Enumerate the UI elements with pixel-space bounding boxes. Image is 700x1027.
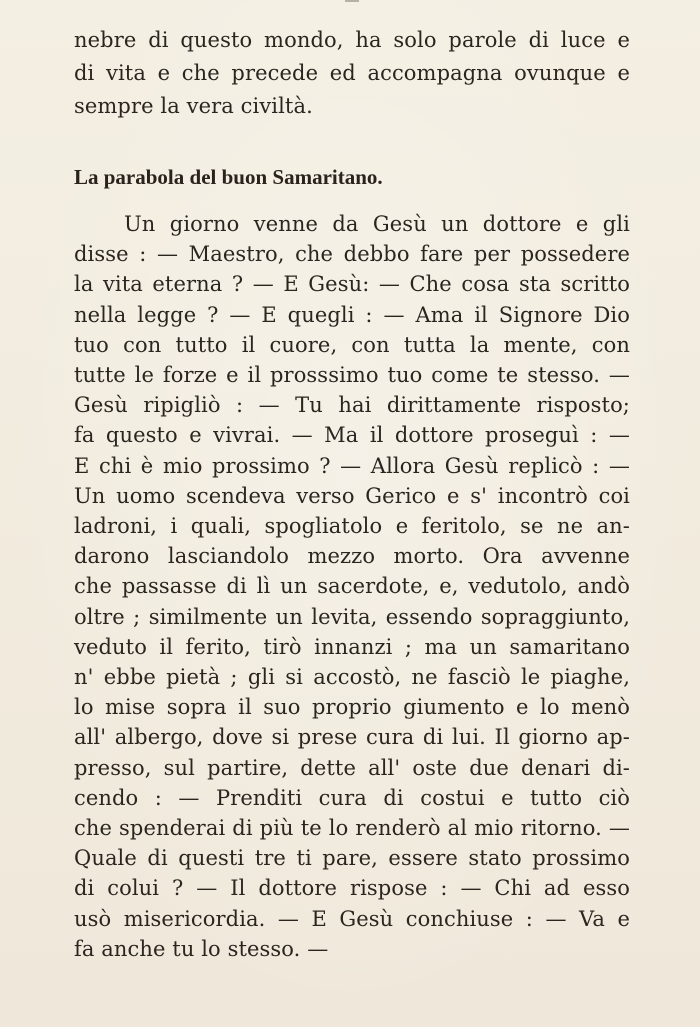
text-line: disse : — Maestro, che debbo fare per possedere <box>74 242 630 267</box>
text-line: nebre di questo mondo, ha solo parole di luce e <box>74 28 630 52</box>
text-line: nella legge ? — E quegli : — Ama il Signore Dio <box>74 302 630 327</box>
text-line: lo mise sopra il suo proprio giumento e lo menò <box>74 695 630 720</box>
text-block <box>74 24 630 964</box>
text-line: Un uomo scendeva verso Gerico e s' incontrò coi <box>74 483 630 508</box>
text-line: Un giorno venne da Gesù un dottore e gli <box>124 212 630 236</box>
section-heading: La parabola del buon Samaritano. <box>74 165 383 189</box>
text-line: veduto il ferito, tirò innanzi ; ma un samaritano <box>74 634 630 659</box>
text-line: E chi è mio prossimo ? — Allora Gesù replicò : — <box>74 453 630 478</box>
text-line: Quale di questi tre ti pare, essere stato prossimo <box>74 846 630 871</box>
text-line: che passasse di lì un sacerdote, e, vedutolo, andò <box>74 574 630 599</box>
text-line: Gesù ripigliò : — Tu hai dirittamente risposto; <box>74 393 630 418</box>
page-top-mark <box>345 0 359 2</box>
text-line: la vita eterna ? — E Gesù: — Che cosa sta scritto <box>74 272 630 297</box>
text-line: tuo con tutto il cuore, con tutta la mente, con <box>74 332 630 357</box>
text-line: che spenderai di più te lo renderò al mio ritorno. — <box>74 816 630 841</box>
text-line: fa questo e vivrai. — Ma il dottore proseguì : — <box>74 423 630 448</box>
text-line: usò misericordia. — E Gesù conchiuse : — Va e <box>74 906 630 931</box>
text-line: di vita e che precede ed accompagna ovunque e <box>74 61 630 85</box>
text-line: oltre ; similmente un levita, essendo sopraggiunto, <box>74 604 630 629</box>
text-line: darono lasciandolo mezzo morto. Ora avvenne <box>74 544 630 569</box>
text-line: di colui ? — Il dottore rispose : — Chi ad esso <box>74 876 630 901</box>
text-line: ladroni, i quali, spogliatolo e feritolo, se ne an- <box>74 514 630 539</box>
parable-paragraph <box>74 209 630 964</box>
text-line: presso, sul partire, dette all' oste due denari di- <box>74 755 630 780</box>
text-line: tutte le forze e il prosssimo tuo come te stesso. — <box>74 363 630 388</box>
text-line: n' ebbe pietà ; gli si accostò, ne fasciò le piaghe, <box>74 665 630 690</box>
intro-paragraph <box>74 24 630 123</box>
text-line: sempre la vera civiltà. <box>74 94 313 118</box>
text-line: all' albergo, dove si prese cura di lui. Il giorno ap- <box>74 725 630 750</box>
text-line: cendo : — Prenditi cura di costui e tutto ciò <box>74 785 630 810</box>
text-line: fa anche tu lo stesso. — <box>74 936 329 961</box>
